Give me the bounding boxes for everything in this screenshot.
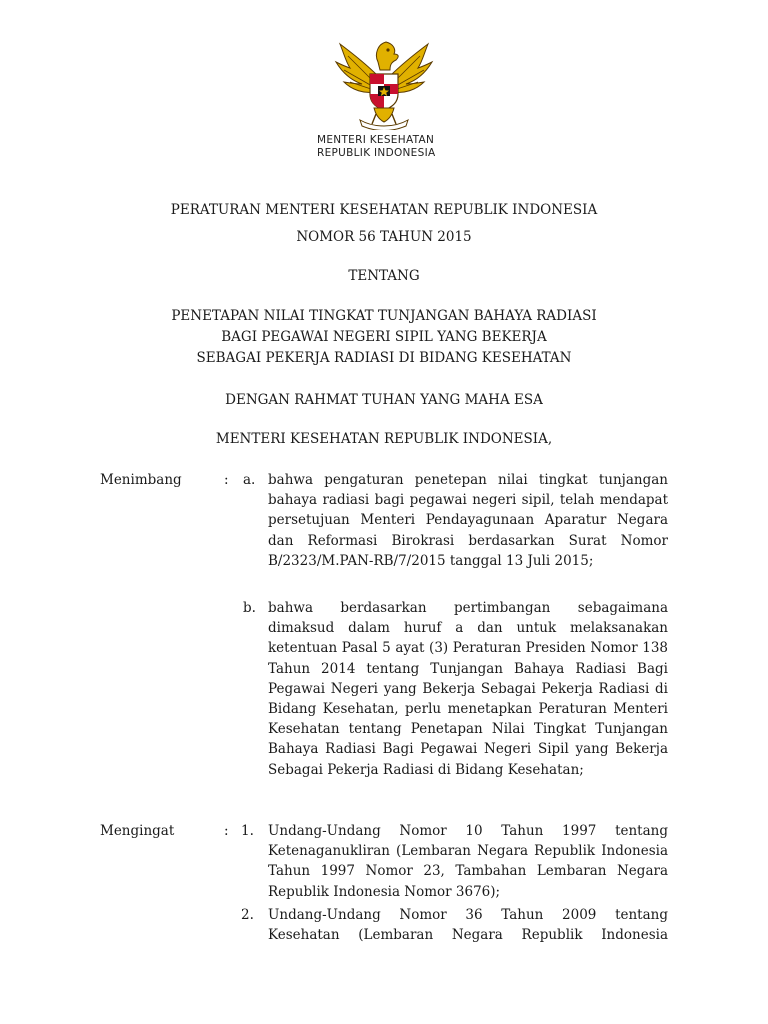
blessing-line: DENGAN RAHMAT TUHAN YANG MAHA ESA — [225, 392, 543, 408]
regulation-number: NOMOR 56 TAHUN 2015 — [296, 229, 472, 245]
about-label: TENTANG — [348, 268, 420, 284]
recalling-item-2-text: Undang-Undang Nomor 36 Tahun 2009 tentang Kesehatan (Lembaran Negara Republik Indonesia — [268, 907, 668, 944]
ministry-line-2: REPUBLIK INDONESIA — [317, 147, 436, 159]
regulation-title: PERATURAN MENTERI KESEHATAN REPUBLIK INDONESIA — [170, 202, 598, 218]
considering-label: Menimbang — [100, 472, 182, 488]
subject-line-3: SEBAGAI PEKERJA RADIASI DI BIDANG KESEHATAN — [196, 350, 572, 366]
subject-line-2: BAGI PEGAWAI NEGERI SIPIL YANG BEKERJA — [221, 329, 547, 345]
considering-item-b-text: bahwa berdasarkan pertimbangan sebagaimana dimaksud dalam huruf a dan untuk melaksanakan ketentuan Pasal 5 ayat (3) Peraturan Presiden Nomor 138 Tahun 2014 tentang Tunjangan Bahaya Radiasi Bagi Pegawai Negeri yang Bekerja Sebagai Pekerja Radiasi di Bidang Kesehatan, perlu menetapkan Peraturan Menteri Kesehatan tentang Penetapan Nilai Tingkat Tunjangan Bahaya Radiasi Bagi Pegawai Negeri Sipil yang Bekerja Sebagai Pekerja Radiasi di Bidang Kesehatan; — [268, 600, 668, 778]
recalling-label: Mengingat — [100, 823, 175, 839]
considering-colon: : — [224, 472, 229, 488]
recalling-colon: : — [224, 823, 229, 839]
considering-item-a-text: bahwa pengaturan penetepan nilai tingkat tunjangan bahaya radiasi bagi pegawai negeri sipil, telah mendapat persetujuan Menteri Pendayagunaan Aparatur Negara dan Reformasi Birokrasi berdasarkan Surat Nomor B/2323/M.PAN-RB/7/2015 tanggal 13 Juli 2015; — [268, 472, 668, 569]
considering-item-a-marker: a. — [243, 472, 256, 488]
recalling-item-1-text: Undang-Undang Nomor 10 Tahun 1997 tentang Ketenaganukliran (Lembaran Negara Republik Indonesia Tahun 1997 Nomor 23, Tambahan Lembaran Negara Republik Indonesia Nomor 3676); — [268, 823, 668, 900]
garuda-emblem-icon — [334, 36, 434, 130]
recalling-item-1-marker: 1. — [241, 823, 254, 839]
considering-item-b-marker: b. — [243, 600, 256, 616]
ministry-letterhead — [317, 134, 435, 160]
minister-line: MENTERI KESEHATAN REPUBLIK INDONESIA, — [215, 431, 553, 447]
recalling-item-2-marker: 2. — [241, 907, 254, 923]
ministry-line-1: MENTERI KESEHATAN — [317, 134, 435, 146]
subject-line-1: PENETAPAN NILAI TINGKAT TUNJANGAN BAHAYA RADIASI — [171, 308, 597, 324]
